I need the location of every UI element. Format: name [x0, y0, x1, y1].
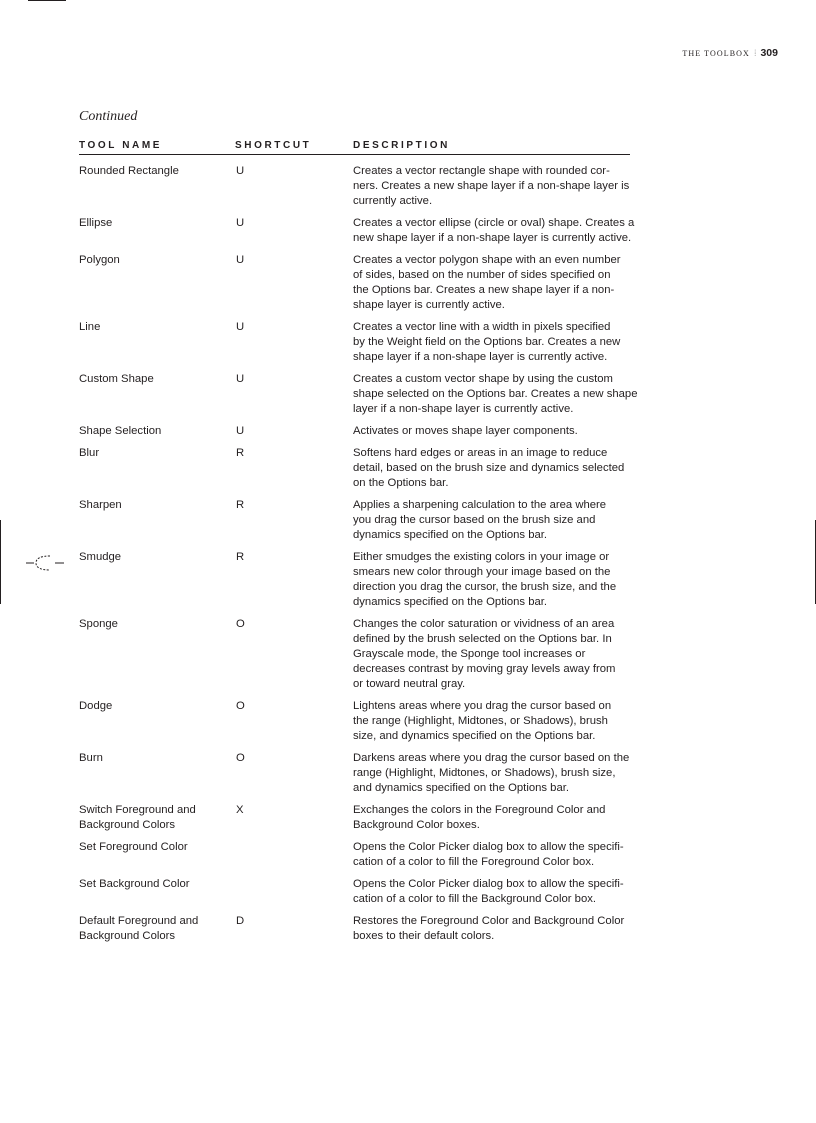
tool-description-line: Darkens areas where you drag the cursor based on the — [353, 752, 630, 764]
tool-name-line: Switch Foreground and — [79, 804, 196, 816]
tool-description — [353, 320, 630, 365]
tool-description-line: smears new color through your image based on the — [353, 566, 611, 578]
tool-description-line: cation of a color to fill the Background Color box. — [353, 893, 597, 905]
tool-description-line: size, and dynamics specified on the Options bar. — [353, 730, 596, 742]
tool-description-line: ners. Creates a new shape layer if a non-shape layer is — [353, 180, 630, 192]
tool-name-line: Line — [79, 321, 101, 333]
tool-name-line: Custom Shape — [79, 373, 154, 385]
page-number: 309 — [760, 47, 778, 59]
tool-description — [353, 877, 630, 907]
table-row — [79, 550, 630, 610]
tool-shortcut: X — [236, 804, 244, 816]
tool-shortcut: U — [236, 321, 245, 333]
tool-description-line: shape layer is currently active. — [353, 299, 505, 311]
tool-shortcut: U — [236, 373, 245, 385]
tool-description — [353, 446, 630, 491]
tool-name — [79, 424, 235, 439]
tool-description-line: Softens hard edges or areas in an image to reduce — [353, 447, 608, 459]
tool-name-line: Sharpen — [79, 499, 122, 511]
tool-description — [353, 751, 630, 796]
tool-shortcut: O — [236, 700, 245, 712]
tool-description-line: new shape layer if a non-shape layer is currently active. — [353, 232, 632, 244]
tool-description — [353, 424, 630, 439]
tool-description-line: Creates a custom vector shape by using the custom — [353, 373, 613, 385]
tool-description — [353, 498, 630, 543]
tool-description — [353, 840, 630, 870]
tool-name-line: Sponge — [79, 618, 118, 630]
tool-name-line: Set Background Color — [79, 878, 190, 890]
tool-description — [353, 253, 630, 313]
tool-shortcut: R — [236, 447, 245, 459]
crop-mark-top — [28, 0, 66, 1]
tool-name-line: Set Foreground Color — [79, 841, 188, 853]
tool-description-line: by the Weight field on the Options bar. Creates a new — [353, 336, 621, 348]
table-row — [79, 617, 630, 692]
tool-shortcut: O — [236, 618, 245, 630]
running-head — [682, 47, 778, 59]
tool-description-line: the range (Highlight, Midtones, or Shadows), brush — [353, 715, 608, 727]
tool-name — [79, 253, 235, 313]
tool-description-line: Lightens areas where you drag the cursor based on — [353, 700, 612, 712]
tool-description — [353, 372, 638, 417]
tool-name-line: Dodge — [79, 700, 113, 712]
tool-name — [79, 877, 235, 907]
registration-mark-icon — [26, 552, 66, 574]
tool-description-line: dynamics specified on the Options bar. — [353, 529, 548, 541]
header-rule — [79, 154, 630, 155]
table-row — [79, 320, 630, 365]
tool-name — [79, 617, 235, 692]
tool-description-line: Background Color boxes. — [353, 819, 480, 831]
tool-name — [79, 914, 235, 944]
table-header — [79, 140, 630, 154]
tool-shortcut: U — [236, 425, 245, 437]
table-row — [79, 699, 630, 744]
tool-shortcut — [235, 840, 353, 870]
table-row — [79, 914, 630, 944]
tool-description-line: decreases contrast by moving gray levels away from — [353, 663, 616, 675]
tool-description-line: Creates a vector ellipse (circle or oval) shape. Creates a — [353, 217, 635, 229]
tool-description-line: or toward neutral gray. — [353, 678, 466, 690]
tool-shortcut: D — [236, 915, 245, 927]
tool-description — [353, 164, 630, 209]
tool-description-line: of sides, based on the number of sides specified on — [353, 269, 611, 281]
tool-description-line: shape selected on the Options bar. Creates a new shape — [353, 388, 638, 400]
tool-description-line: Creates a vector polygon shape with an even number — [353, 254, 621, 266]
tool-description — [353, 550, 630, 610]
table-row — [79, 424, 630, 439]
tool-description-line: Creates a vector line with a width in pixels specified — [353, 321, 611, 333]
running-head-separator: ⁞ — [753, 48, 757, 58]
tool-name — [79, 803, 235, 833]
table-row — [79, 253, 630, 313]
tool-description-line: the Options bar. Creates a new shape layer if a non- — [353, 284, 615, 296]
tool-description-line: boxes to their default colors. — [353, 930, 495, 942]
tool-shortcut: U — [236, 165, 245, 177]
tool-name-line: Blur — [79, 447, 100, 459]
tool-description-line: Activates or moves shape layer components. — [353, 425, 578, 437]
tool-description-line: currently active. — [353, 195, 433, 207]
tool-description-line: detail, based on the brush size and dynamics selected — [353, 462, 625, 474]
table-row — [79, 840, 630, 870]
tool-name — [79, 550, 235, 610]
tool-description-line: and dynamics specified on the Options bar. — [353, 782, 570, 794]
tool-name — [79, 751, 235, 796]
tool-shortcut: U — [236, 254, 245, 266]
tool-description-line: layer if a non-shape layer is currently active. — [353, 403, 574, 415]
tool-shortcut: R — [236, 551, 245, 563]
tool-shortcut: O — [236, 752, 245, 764]
tool-name-line: Ellipse — [79, 217, 113, 229]
tool-description-line: on the Options bar. — [353, 477, 449, 489]
tool-description — [353, 803, 630, 833]
tool-name-line: Polygon — [79, 254, 120, 266]
tool-description-line: Changes the color saturation or vividness of an area — [353, 618, 615, 630]
tool-description-line: defined by the brush selected on the Options bar. In — [353, 633, 612, 645]
tool-shortcut: R — [236, 499, 245, 511]
tool-description-line: Opens the Color Picker dialog box to allow the specifi- — [353, 878, 624, 890]
tool-name — [79, 699, 235, 744]
header-description: DESCRIPTION — [353, 140, 450, 151]
tool-name-line: Background Colors — [79, 930, 176, 942]
tool-name-line: Smudge — [79, 551, 122, 563]
tool-description — [353, 216, 635, 246]
tool-shortcut — [235, 877, 353, 907]
tool-name-line: Default Foreground and — [79, 915, 199, 927]
tools-table — [79, 164, 638, 951]
table-row — [79, 216, 635, 246]
tool-description-line: direction you drag the cursor, the brush size, and the — [353, 581, 617, 593]
table-row — [79, 803, 630, 833]
tool-name-line: Rounded Rectangle — [79, 165, 179, 177]
tool-name — [79, 216, 235, 246]
tool-description-line: Creates a vector rectangle shape with rounded cor- — [353, 165, 610, 177]
tool-name — [79, 372, 235, 417]
tool-description — [353, 617, 630, 692]
crop-mark-left — [0, 520, 1, 604]
running-head-section: THE TOOLBOX — [682, 49, 750, 58]
tool-name-line: Background Colors — [79, 819, 176, 831]
tool-description-line: dynamics specified on the Options bar. — [353, 596, 548, 608]
table-row — [79, 446, 630, 491]
tool-description — [353, 914, 630, 944]
tool-shortcut: U — [236, 217, 245, 229]
tool-description-line: Grayscale mode, the Sponge tool increases or — [353, 648, 586, 660]
table-row — [79, 164, 630, 209]
table-row — [79, 372, 638, 417]
tool-name — [79, 164, 235, 209]
header-tool-name: TOOL NAME — [79, 140, 163, 151]
header-shortcut: SHORTCUT — [235, 140, 312, 151]
tool-name-line: Burn — [79, 752, 103, 764]
tool-description-line: you drag the cursor based on the brush size and — [353, 514, 596, 526]
tool-name — [79, 446, 235, 491]
tool-description-line: Restores the Foreground Color and Background Color — [353, 915, 625, 927]
tool-description-line: Opens the Color Picker dialog box to allow the specifi- — [353, 841, 624, 853]
tool-description-line: shape layer if a non-shape layer is currently active. — [353, 351, 608, 363]
table-row — [79, 751, 630, 796]
continued-label: Continued — [79, 109, 138, 124]
tool-description-line: Either smudges the existing colors in your image or — [353, 551, 610, 563]
tool-name — [79, 320, 235, 365]
tool-description-line: Applies a sharpening calculation to the area where — [353, 499, 607, 511]
tool-name — [79, 498, 235, 543]
tool-name-line: Shape Selection — [79, 425, 162, 437]
tool-description-line: Exchanges the colors in the Foreground Color and — [353, 804, 606, 816]
tool-name — [79, 840, 235, 870]
table-row — [79, 498, 630, 543]
tool-description-line: cation of a color to fill the Foreground Color box. — [353, 856, 595, 868]
tool-description — [353, 699, 630, 744]
table-row — [79, 877, 630, 907]
tool-description-line: range (Highlight, Midtones, or Shadows), brush size, — [353, 767, 616, 779]
